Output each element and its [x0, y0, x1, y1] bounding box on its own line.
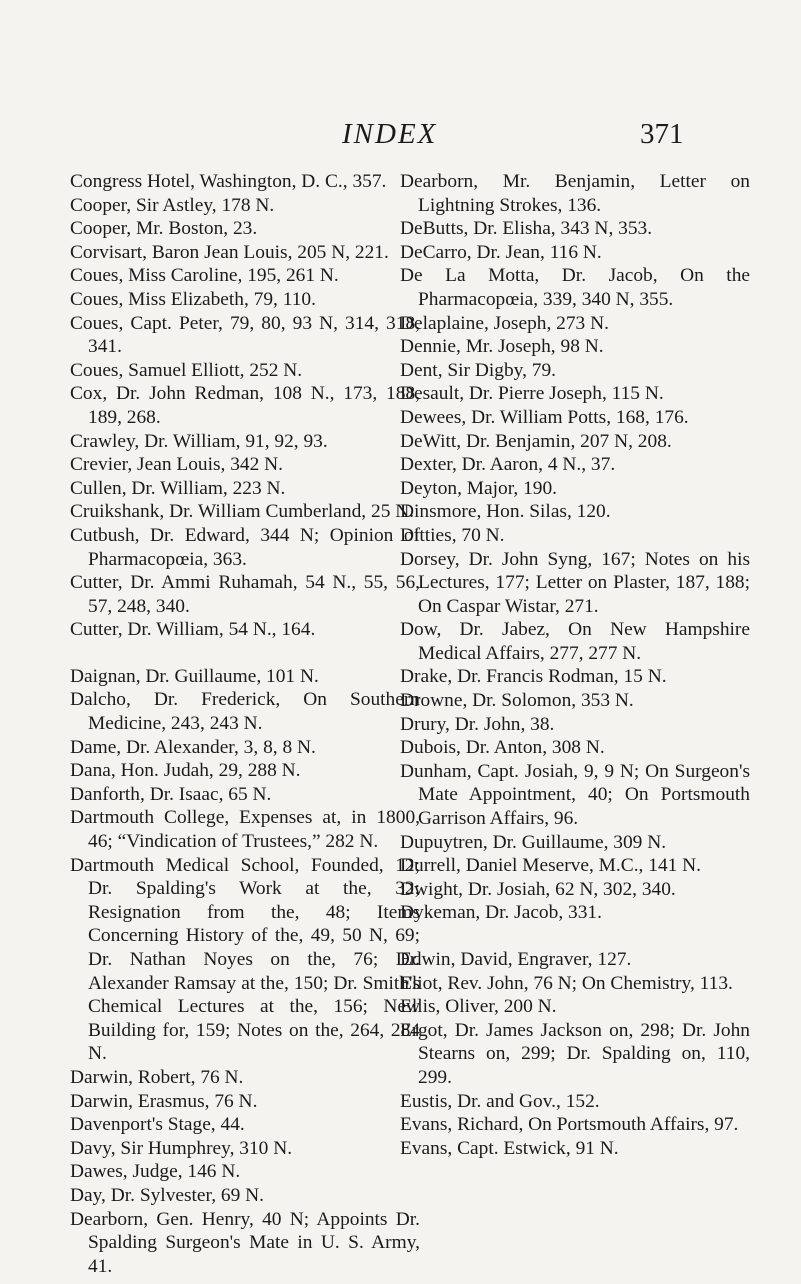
index-entry: Ellis, Oliver, 200 N.	[400, 996, 557, 1018]
index-entry: Durrell, Daniel Meserve, M.C., 141 N.	[400, 855, 702, 877]
index-column-left	[70, 170, 420, 1278]
index-entry: Coues, Samuel Elliott, 252 N.	[70, 359, 303, 381]
index-entry: Delaplaine, Joseph, 273 N.	[400, 312, 609, 334]
index-entry: Dana, Hon. Judah, 29, 288 N.	[70, 760, 301, 782]
page-header	[0, 118, 801, 162]
index-column-right	[400, 170, 750, 1160]
index-entry: Dorsey, Dr. John Syng, 167; Notes on his Lectures, 177; Letter on Plaster, 187, 188; On Caspar Wistar, 271.	[400, 548, 750, 617]
index-entry: Cox, Dr. John Redman, 108 N., 173, 188, 189, 268.	[70, 383, 420, 428]
index-entry: Cutbush, Dr. Edward, 344 N; Opinion of Pharmacopœia, 363.	[70, 524, 420, 570]
index-entry: Coues, Miss Elizabeth, 79, 110.	[70, 288, 316, 310]
running-title: INDEX	[342, 118, 438, 150]
index-entry: Dwight, Dr. Josiah, 62 N, 302, 340.	[400, 878, 676, 900]
index-entry: Dalcho, Dr. Frederick, On Southern Medicine, 243, 243 N.	[70, 689, 420, 735]
index-entry: Coues, Miss Caroline, 195, 261 N.	[70, 265, 339, 287]
index-entry: Cullen, Dr. William, 223 N.	[70, 477, 286, 499]
index-entry: Dykeman, Dr. Jacob, 331.	[400, 902, 602, 924]
index-entry: Evans, Richard, On Portsmouth Affairs, 97.	[400, 1114, 739, 1136]
index-entry: Danforth, Dr. Isaac, 65 N.	[70, 783, 272, 805]
index-entry: Crawley, Dr. William, 91, 92, 93.	[70, 430, 328, 452]
index-entry: Crevier, Jean Louis, 342 N.	[70, 454, 284, 476]
page-number: 371	[640, 118, 684, 150]
index-entry: Dearborn, Mr. Benjamin, Letter on Lightning Strokes, 136.	[400, 171, 750, 216]
index-entry: DeWitt, Dr. Benjamin, 207 N, 208.	[400, 430, 672, 452]
index-entry: Dearborn, Gen. Henry, 40 N; Appoints Dr. Spalding Surgeon's Mate in U. S. Army, 41.	[70, 1208, 420, 1277]
index-entry: DeButts, Dr. Elisha, 343 N, 353.	[400, 218, 653, 240]
index-entry: Eustis, Dr. and Gov., 152.	[400, 1090, 600, 1112]
index-entry: Congress Hotel, Washington, D. C., 357.	[70, 171, 387, 192]
index-entry: Cutter, Dr. Ammi Ruhamah, 54 N., 55, 56, 57, 248, 340.	[70, 572, 420, 617]
index-entry: Dexter, Dr. Aaron, 4 N., 37.	[400, 454, 616, 476]
index-entry: Dame, Dr. Alexander, 3, 8, 8 N.	[70, 736, 316, 758]
index-entry: De La Motta, Dr. Jacob, On the Pharmacopœia, 339, 340 N, 355.	[400, 265, 750, 310]
index-entry: Cutter, Dr. William, 54 N., 164.	[70, 619, 316, 641]
index-entry: Evans, Capt. Estwick, 91 N.	[400, 1137, 619, 1159]
index-entry: Davy, Sir Humphrey, 310 N.	[70, 1137, 293, 1159]
index-entry: Edwin, David, Engraver, 127.	[400, 949, 632, 970]
index-entry: Daignan, Dr. Guillaume, 101 N.	[70, 665, 319, 687]
index-entry: Dubois, Dr. Anton, 308 N.	[400, 737, 605, 759]
index-entry: Eliot, Rev. John, 76 N; On Chemistry, 113.	[400, 972, 733, 994]
section-gap	[70, 642, 420, 665]
section-gap	[400, 925, 750, 948]
index-entry: Dent, Sir Digby, 79.	[400, 359, 557, 381]
index-entry: Dennie, Mr. Joseph, 98 N.	[400, 336, 604, 358]
index-entry: Dinsmore, Hon. Silas, 120.	[400, 501, 611, 523]
index-entry: Corvisart, Baron Jean Louis, 205 N, 221.	[70, 241, 389, 263]
index-entry: Dartmouth College, Expenses at, in 1800, 46; “Vindication of Trustees,” 282 N.	[70, 807, 420, 853]
index-entry: Drowne, Dr. Solomon, 353 N.	[400, 690, 634, 712]
index-entry: Cooper, Sir Astley, 178 N.	[70, 194, 275, 216]
index-entry: Drury, Dr. John, 38.	[400, 713, 555, 735]
index-entry: Cruikshank, Dr. William Cumberland, 25 N.	[70, 501, 415, 523]
index-entry: Drake, Dr. Francis Rodman, 15 N.	[400, 666, 667, 688]
index-entry: DeCarro, Dr. Jean, 116 N.	[400, 241, 602, 263]
index-entry: Cooper, Mr. Boston, 23.	[70, 218, 258, 240]
index-entry: Dow, Dr. Jabez, On New Hampshire Medical Affairs, 277, 277 N.	[400, 619, 750, 664]
index-entry: Dartmouth Medical School, Founded, 12; Dr. Spalding's Work at the, 32; Resignation from the, 48; Items Concerning History of the, 49, 50 N, 69; Dr. Nathan Noyes on the, 76; Dr. Alexander Ramsay at the, 150; Dr. Smith's Chemical Lectures at the, 156; New Building for, 159; Notes on the, 264, 284 N.	[70, 854, 420, 1065]
index-entry: Dawes, Judge, 146 N.	[70, 1161, 241, 1183]
index-entry: Coues, Capt. Peter, 79, 80, 93 N, 314, 318, 341.	[70, 312, 420, 358]
index-entry: Desault, Dr. Pierre Joseph, 115 N.	[400, 383, 664, 405]
index-entry: Ditties, 70 N.	[400, 524, 505, 546]
index-entry: Dupuytren, Dr. Guillaume, 309 N.	[400, 831, 667, 853]
index-entry: Darwin, Robert, 76 N.	[70, 1066, 244, 1088]
index-entry: Deyton, Major, 190.	[400, 477, 558, 499]
index-entry: Darwin, Erasmus, 76 N.	[70, 1090, 258, 1112]
index-entry: Day, Dr. Sylvester, 69 N.	[70, 1184, 264, 1206]
index-entry: Davenport's Stage, 44.	[70, 1114, 245, 1136]
index-entry: Dunham, Capt. Josiah, 9, 9 N; On Surgeon's Mate Appointment, 40; On Portsmouth Garrison Affairs, 96.	[400, 760, 750, 830]
index-entry: Ergot, Dr. James Jackson on, 298; Dr. John Stearns on, 299; Dr. Spalding on, 110, 299.	[400, 1019, 750, 1088]
index-entry: Dewees, Dr. William Potts, 168, 176.	[400, 406, 689, 428]
